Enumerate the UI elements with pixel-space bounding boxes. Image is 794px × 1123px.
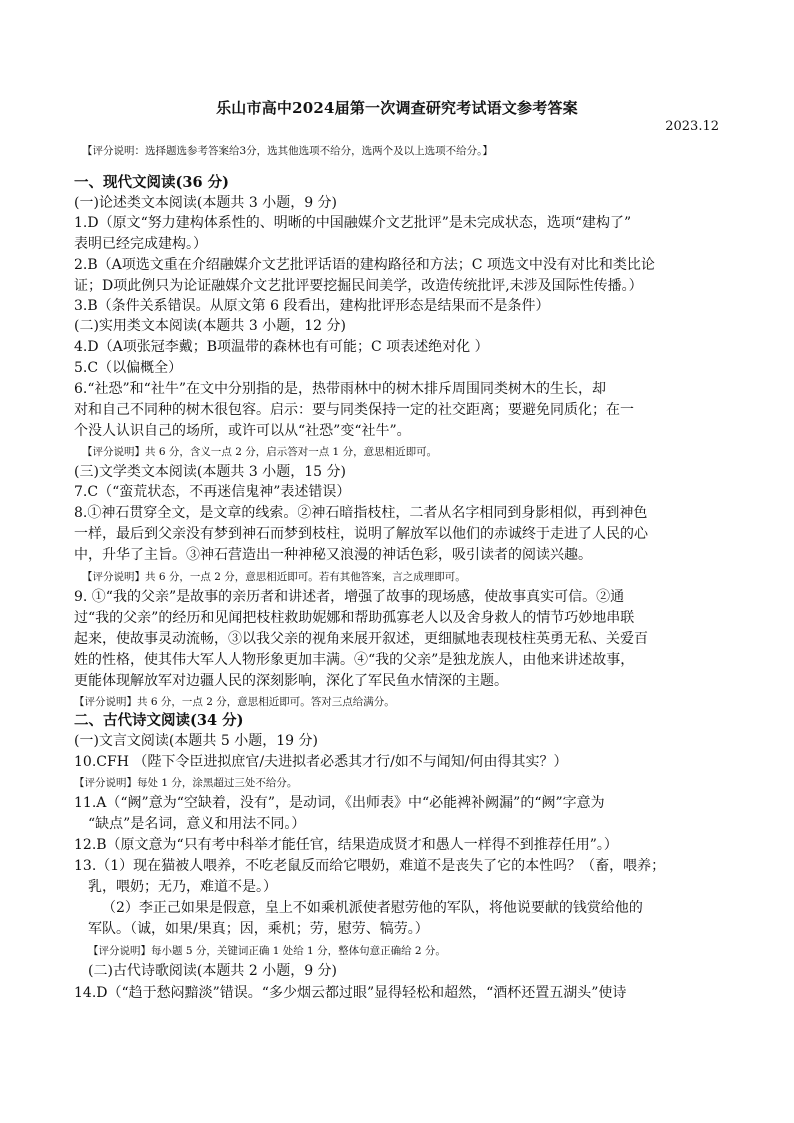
answer-line: 对和自己不同种的树木很包容。启示：要与同类保持一定的社交距离；要避免同质化；在一 [74, 402, 634, 418]
subsection-heading: (一)文言文阅读(本题共 5 小题，19 分) [74, 733, 318, 749]
subsection-heading: (一)论述类文本阅读(本题共 3 小题，9 分) [74, 195, 338, 211]
answer-line: 乳，喂奶；无乃，难道不是。） [88, 879, 277, 895]
answer-line: 证；D项此例只为论证融媒介文艺批评要挖掘民间美学，改造传统批评,未涉及国际性传播。） [74, 278, 643, 294]
answer-line: 9. ①“我的父亲”是故事的亲历者和讲述者，增强了故事的现场感，使故事真实可信。②通 [74, 589, 625, 605]
answer-line: 姓的性格，使其伟大军人人物形象更加丰满。④“我的父亲”是独龙族人，由他来讲述故事， [74, 652, 635, 668]
answer-line: 个没人认识自己的场所，或许可以从“社恐”变“社牛”。 [74, 423, 411, 439]
page-title: 乐山市高中2024届第一次调查研究考试语文参考答案 [216, 99, 578, 117]
subsection-heading: (三)文学类文本阅读(本题共 3 小题，15 分) [74, 464, 346, 480]
answer-line: “缺点”是名词，意义和用法不同。） [88, 816, 306, 832]
general-scoring-note: 【评分说明：选择题选参考答案给3分，选其他选项不给分，选两个及以上选项不给分。】 [82, 145, 493, 157]
answer-line: 13.（1）现在猫被人喂养，不吃老鼠反而给它喂奶，难道不是丧失了它的本性吗？（畜，喂养； [74, 858, 666, 874]
scoring-note: 【评分说明】每处 1 分，涂黑超过三处不给分。 [74, 777, 298, 789]
answer-line: 过“我的父亲”的经历和见闻把枝柱救助妮娜和帮助孤寡老人以及舍身救人的情节巧妙地串联 [74, 610, 635, 626]
section-heading: 一、现代文阅读(36 分) [74, 174, 229, 191]
answer-line: 10.CFH （陛下令臣进拟庶官/夫进拟者必悉其才行/如不与闻知/何由得其实？） [74, 754, 568, 770]
scoring-note: 【评分说明】共 6 分，含义一点 2 分，启示答对一点 1 分，意思相近即可。 [82, 446, 438, 458]
answer-line: 中，升华了主旨。③神石营造出一种神秘又浪漫的神话色彩，吸引读者的阅读兴趣。 [74, 547, 592, 563]
scoring-note: 【评分说明】共 6 分，一点 2 分，意思相近即可。若有其他答案，言之成理即可。 [82, 571, 466, 583]
answer-line: 8.①神石贯穿全文，是文章的线索。②神石暗指枝柱，二者从名字相同到身影相似，再到神色 [74, 505, 648, 521]
answer-line: 4.D（A项张冠李戴；B项温带的森林也有可能；C 项表述绝对化 ） [74, 339, 489, 355]
answer-line: 一样，最后到父亲没有梦到神石而梦到枝柱，说明了解放军以他们的赤诚终于走进了人民的心 [74, 526, 648, 542]
scoring-note: 【评分说明】共 6 分，一点 2 分，意思相近即可。答对三点给满分。 [74, 696, 395, 708]
subsection-heading: (二)实用类文本阅读(本题共 3 小题，12 分) [74, 318, 346, 334]
answer-line: 12.B（原文意为“只有考中科举才能任官，结果造成贤才和愚人一样得不到推荐任用”。） [74, 837, 618, 853]
answer-line: 14.D（“趋于愁闷黯淡”错误。“多少烟云都过眼”显得轻松和超然，“酒杯还置五湖头”使诗 [74, 985, 627, 1001]
answer-line: 军队。（诚，如果/果真；因，乘机；劳，慰劳、犒劳。） [88, 921, 429, 937]
answer-line: 1.D（原文“努力建构体系性的、明晰的中国融媒介文艺批评”是未完成状态，选项“建构了” [74, 215, 632, 231]
scoring-note: 【评分说明】每小题 5 分，关键词正确 1 处给 1 分，整体句意正确给 2 分。 [88, 945, 446, 957]
answer-line: 起来，使故事灵动流畅，③以我父亲的视角来展开叙述，更细腻地表现枝柱英勇无私、关爱百 [74, 631, 648, 647]
answer-line: 7.C（“蛮荒状态，不再迷信鬼神”表述错误） [74, 484, 351, 500]
answer-line: 更能体现解放军对边疆人民的深刻影响，深化了军民鱼水情深的主题。 [74, 673, 508, 689]
answer-line: 表明已经完成建构。） [74, 236, 207, 252]
answer-line: 5.C（以偏概全） [74, 360, 183, 376]
answer-line: 3.B（条件关系错误。从原文第 6 段看出，建构批评形态是结果而不是条件） [74, 298, 550, 314]
answer-line: 2.B（A项选文重在介绍融媒介文艺批评话语的建构路径和方法；C 项选文中没有对比和类比论 [74, 257, 655, 273]
date-label: 2023.12 [665, 119, 719, 134]
subsection-heading: (二)古代诗歌阅读(本题共 2 小题，9 分) [88, 963, 338, 979]
answer-line: （2）李正己如果是假意，皇上不如乘机派使者慰劳他的军队，将他说要献的钱赏给他的 [102, 900, 643, 916]
answer-line: 11.A（“阙”意为“空缺着，没有”，是动词，《出师表》中“必能裨补阙漏”的“阙”字意为 [74, 795, 605, 811]
answer-line: 6.“社恐”和“社牛”在文中分别指的是，热带雨林中的树木排斥周围同类树木的生长，却 [74, 381, 606, 397]
section-heading: 二、古代诗文阅读(34 分) [74, 712, 244, 729]
